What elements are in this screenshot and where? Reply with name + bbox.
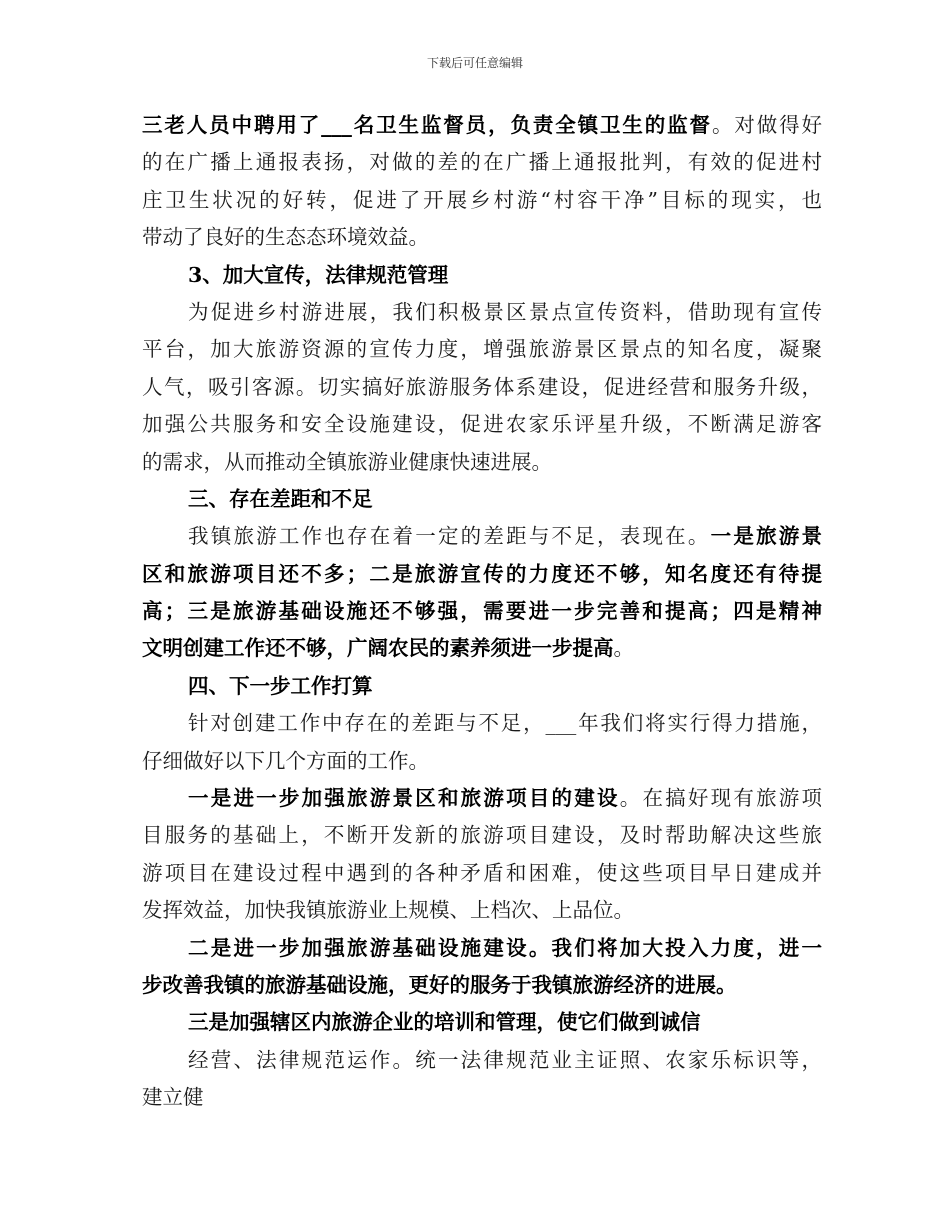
body-text: 平台，加大旅游资源的宣传力度，增强旅游景区景点的知名度，凝聚 [142, 337, 822, 362]
bold-text: 3、加大宣传，法律规范管理 [188, 262, 449, 287]
text-line [142, 743, 822, 780]
text-line [142, 294, 822, 331]
bold-text: 三、存在差距和不足 [188, 486, 373, 511]
body-text: 的在广播上通报表扬，对做的差的在广播上通报批判，有效的促进村 [142, 150, 822, 175]
body-text: 建立健 [142, 1085, 204, 1110]
text-line [142, 219, 822, 256]
text-line [142, 780, 822, 817]
text-line [142, 1042, 822, 1079]
text-line [142, 930, 822, 967]
body-text: 。对做得好 [711, 113, 823, 137]
text-line [142, 107, 822, 144]
text-line [142, 630, 822, 667]
text-line [142, 817, 822, 854]
text-line [142, 182, 822, 219]
text-line [142, 668, 822, 705]
body-text: 。 [613, 636, 634, 661]
text-line [142, 892, 822, 929]
bold-text: 四、下一步工作打算 [188, 673, 373, 698]
body-text: 仔细做好以下几个方面的工作。 [142, 748, 429, 773]
document-body [142, 107, 822, 1117]
body-text: 庄卫生状况的好转，促进了开展乡村游“村容干净”目标的现实，也 [142, 187, 822, 212]
text-line [142, 855, 822, 892]
body-text: 带动了良好的生态态环境效益。 [142, 225, 429, 250]
text-line [142, 1079, 822, 1116]
body-text: 为促进乡村游进展，我们积极景区景点宣传资料，借助现有宣传 [188, 299, 822, 324]
body-text: 人气，吸引客源。切实搞好旅游服务体系建设，促进经营和服务升级， [142, 374, 822, 399]
text-line [142, 369, 822, 406]
bold-text: 三老人员中聘用了___名卫生监督员，负责全镇卫生的监督 [142, 113, 712, 137]
body-text: 经营、法律规范运作。统一法律规范业主证照、农家乐标识等， [188, 1047, 822, 1072]
body-text: 针对创建工作中存在的差距与不足，___年我们将实行得力措施， [188, 711, 822, 736]
text-line [142, 481, 822, 518]
text-line [142, 518, 822, 555]
text-line [142, 144, 822, 181]
body-text: 目服务的基础上，不断开发新的旅游项目建设，及时帮助解决这些旅 [142, 823, 822, 848]
bold-text: 一是进一步加强旅游景区和旅游项目的建设 [188, 786, 620, 811]
text-line [142, 406, 822, 443]
bold-text: 一是旅游景 [710, 524, 823, 549]
bold-text: 步改善我镇的旅游基础设施，更好的服务于我镇旅游经济的进展。 [142, 972, 737, 997]
bold-text: 二是进一步加强旅游基础设施建设。我们将加大投入力度，进一 [188, 935, 822, 960]
page-header: 下载后可任意编辑 [426, 56, 523, 70]
body-text: 。在搞好现有旅游项 [619, 786, 823, 811]
body-text: 的需求，从而推动全镇旅游业健康快速进展。 [142, 449, 552, 474]
text-line [142, 967, 822, 1004]
bold-text: 文明创建工作还不够，广阔农民的素养须进一步提高 [142, 636, 614, 661]
bold-text: 三是加强辖区内旅游企业的培训和管理，使它们做到诚信 [188, 1010, 701, 1035]
body-text: 游项目在建设过程中遇到的各种矛盾和困难，使这些项目早日建成并 [142, 860, 822, 885]
text-line [142, 331, 822, 368]
text-line [142, 593, 822, 630]
body-text: 加强公共服务和安全设施建设，促进农家乐评星升级，不断满足游客 [142, 412, 822, 437]
bold-text: 高；三是旅游基础设施还不够强，需要进一步完善和提高；四是精神 [142, 599, 822, 624]
text-line [142, 257, 822, 294]
text-line [142, 1004, 822, 1041]
text-line [142, 556, 822, 593]
body-text: 发挥效益，加快我镇旅游业上规模、上档次、上品位。 [142, 898, 634, 923]
text-line [142, 705, 822, 742]
bold-text: 区和旅游项目还不多；二是旅游宣传的力度还不够，知名度还有待提 [142, 561, 822, 586]
body-text: 我镇旅游工作也存在着一定的差距与不足，表现在。 [188, 524, 711, 549]
text-line [142, 444, 822, 481]
